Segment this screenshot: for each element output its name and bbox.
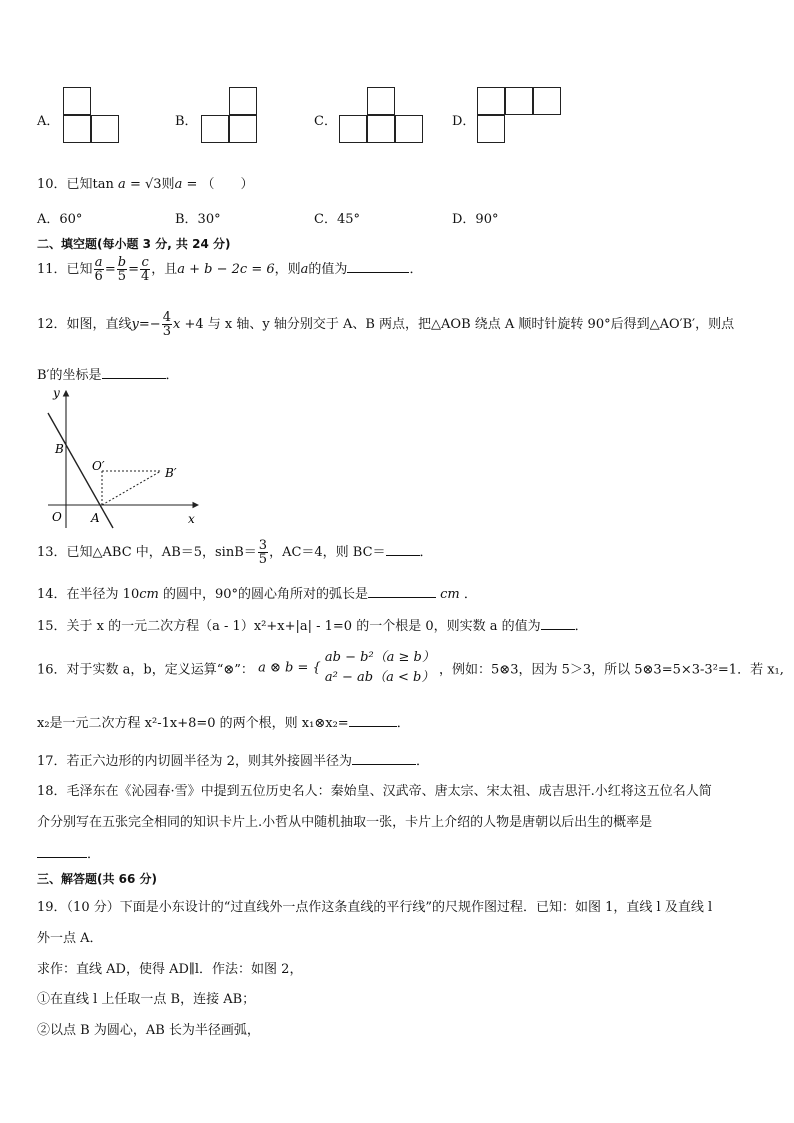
frac-num: 4 bbox=[162, 310, 171, 325]
answer-blank[interactable] bbox=[541, 617, 575, 630]
question-19-line3: 求作：直线 AD，使得 AD∥l．作法：如图 2， bbox=[37, 962, 303, 977]
q16-post: ，例如：5⊗3，因为 5＞3，所以 5⊗3=5×3-3²=1．若 x₁, bbox=[439, 662, 784, 678]
q13-tail: ． bbox=[419, 545, 433, 560]
point-b1-label: B′ bbox=[165, 466, 177, 480]
question-18-line3 bbox=[37, 843, 100, 862]
option-c-label: C． bbox=[314, 114, 337, 129]
q18-tail: ． bbox=[87, 847, 101, 862]
question-16 bbox=[37, 648, 784, 688]
net-square bbox=[477, 87, 505, 115]
net-square bbox=[477, 115, 505, 143]
q10-stem: 10．已知 bbox=[37, 177, 93, 192]
point-b-label: B bbox=[55, 442, 64, 456]
frac-num: c bbox=[141, 255, 149, 270]
frac-num: b bbox=[117, 255, 127, 270]
tan-text: tan bbox=[92, 177, 114, 192]
q16-cases bbox=[325, 648, 435, 688]
q11-pre: 11．已知 bbox=[37, 262, 93, 277]
answer-blank[interactable] bbox=[37, 845, 87, 858]
net-figure-d bbox=[477, 87, 567, 145]
q16-pre: 16．对于实数 a，b，定义运算“⊗”： bbox=[37, 662, 254, 678]
question-16-line2 bbox=[37, 712, 410, 731]
q10-option-a: A．60° bbox=[37, 212, 83, 227]
q14-unit1: cm bbox=[139, 587, 159, 602]
q14-unit2: cm bbox=[440, 587, 460, 602]
q11-end: 的值为 bbox=[308, 262, 348, 277]
net-square bbox=[229, 87, 257, 115]
q15-text: 15．关于 x 的一元二次方程（a - 1）x²+x+|a| - 1=0 的一个根是 0，则实数 a 的值为 bbox=[37, 619, 541, 634]
q12-line2-pre: B′的坐标是 bbox=[37, 368, 102, 383]
question-12 bbox=[37, 311, 734, 338]
q13-pre: 13．已知△ABC 中，AB＝5，sinB＝ bbox=[37, 545, 257, 560]
net-square bbox=[505, 87, 533, 115]
q10-option-d: D．90° bbox=[452, 212, 499, 227]
question-15 bbox=[37, 615, 588, 634]
option-d-label: D． bbox=[452, 114, 476, 129]
alpha-symbol: a bbox=[118, 177, 126, 192]
fraction-b-5 bbox=[117, 256, 127, 283]
net-square bbox=[533, 87, 561, 115]
net-square bbox=[367, 87, 395, 115]
q10-option-b: B．30° bbox=[175, 212, 221, 227]
section-3-heading: 三、解答题(共 66 分) bbox=[37, 872, 158, 886]
frac-den: 5 bbox=[117, 269, 127, 284]
question-19-line1: 19．（10 分）下面是小东设计的“过直线外一点作这条直线的平行线”的尺规作图过程．已知：如图 1，直线 l 及直线 l bbox=[37, 900, 713, 915]
q11-expression: a + b − 2c = 6 bbox=[177, 262, 275, 277]
q16-def-lhs: a ⊗ b = { bbox=[258, 660, 321, 676]
question-14 bbox=[37, 583, 477, 602]
question-19-line4: ①在直线 l 上任取一点 B，连接 AB； bbox=[37, 992, 256, 1007]
segment-ab1 bbox=[102, 471, 161, 505]
net-square bbox=[63, 115, 91, 143]
q14-mid: 的圆中，90°的圆心角所对的弧长是 bbox=[158, 587, 369, 602]
y-axis-label: y bbox=[53, 386, 60, 400]
q11-var: a bbox=[300, 262, 309, 277]
question-17 bbox=[37, 750, 429, 769]
q16-case1: ab − b²（a ≥ b） bbox=[324, 650, 435, 665]
answer-blank[interactable] bbox=[349, 714, 397, 727]
question-10 bbox=[37, 173, 254, 192]
q16-tail: ． bbox=[396, 716, 410, 731]
q12-rest: +4 与 x 轴、y 轴分别交于 A、B 两点，把△AOB 绕点 A 顺时针旋转 90°后得到△AO′B′，则点 bbox=[180, 317, 735, 332]
question-13 bbox=[37, 539, 433, 566]
q11-mid: ，且 bbox=[151, 262, 178, 277]
option-a-label: A． bbox=[37, 114, 60, 129]
net-square bbox=[201, 115, 229, 143]
then-text: 则 bbox=[161, 177, 175, 192]
q14-tail: ． bbox=[463, 587, 477, 602]
question-11: 11．已知 $\frac{a}{6}$ = $\frac{b}{5}$ = $\frac{c}{4}$ ，且a + b − 2c = 6，则a的值为 ． bbox=[37, 255, 423, 284]
coordinate-figure bbox=[38, 385, 208, 530]
q10-option-c: C．45° bbox=[314, 212, 360, 227]
question-18-line2: 介分别写在五张完全相同的知识卡片上.小哲从中随机抽取一张，卡片上介绍的人物是唐朝以后出生的概率是 bbox=[37, 815, 653, 830]
frac-den: 3 bbox=[162, 324, 171, 339]
q13-post: ，AC＝4，则 BC＝ bbox=[269, 545, 386, 560]
q15-tail: ． bbox=[574, 619, 588, 634]
equals-sign: = bbox=[125, 177, 145, 192]
q11-tail: ． bbox=[409, 262, 423, 277]
net-figure-a bbox=[63, 87, 123, 145]
frac-den: 4 bbox=[140, 269, 150, 284]
net-square bbox=[229, 115, 257, 143]
option-b-label: B． bbox=[175, 114, 198, 129]
q17-text: 17．若正六边形的内切圆半径为 2，则其外接圆半径为 bbox=[37, 754, 352, 769]
frac-num: 3 bbox=[258, 538, 268, 553]
q14-pre: 14．在半径为 10 bbox=[37, 587, 140, 602]
q16-line2: x₂是一元二次方程 x²-1x+8=0 的两个根，则 x₁⊗x₂= bbox=[37, 716, 349, 731]
frac-den: 5 bbox=[258, 552, 268, 567]
answer-blank[interactable] bbox=[368, 585, 436, 598]
q16-case2: a² − ab（a < b） bbox=[324, 670, 435, 685]
answer-blank[interactable] bbox=[386, 543, 420, 556]
q12-line2-tail: ． bbox=[165, 368, 179, 383]
question-19-line2: 外一点 A． bbox=[37, 931, 103, 946]
frac-den: 6 bbox=[94, 269, 103, 284]
answer-blank[interactable] bbox=[347, 260, 409, 273]
fraction-c-4 bbox=[140, 256, 150, 283]
point-o1-label: O′ bbox=[92, 459, 105, 473]
answer-blank[interactable] bbox=[352, 752, 416, 765]
section-2-heading: 二、填空题(每小题 3 分, 共 24 分) bbox=[37, 237, 231, 251]
question-19-line5: ②以点 B 为圆心，AB 长为半径画弧， bbox=[37, 1023, 260, 1038]
net-square bbox=[339, 115, 367, 143]
q12-eq: =− bbox=[138, 317, 161, 332]
net-figure-b bbox=[200, 87, 260, 145]
sqrt3-text: √3 bbox=[144, 177, 162, 192]
alpha-symbol: a bbox=[174, 177, 183, 192]
point-a-label: A bbox=[91, 511, 100, 525]
q10-tail: = （ ） bbox=[182, 177, 254, 192]
frac-num: a bbox=[94, 255, 103, 270]
net-square bbox=[63, 87, 91, 115]
fraction-4-3 bbox=[162, 311, 172, 338]
q12-pre: 12．如图，直线 bbox=[37, 317, 132, 332]
q12-y: y bbox=[131, 317, 139, 332]
q17-tail: ． bbox=[415, 754, 429, 769]
origin-label: O bbox=[52, 510, 62, 524]
fraction-3-5 bbox=[258, 539, 268, 566]
answer-blank[interactable] bbox=[102, 366, 166, 379]
net-square bbox=[395, 115, 423, 143]
x-axis-label: x bbox=[188, 512, 195, 526]
fraction-a-6 bbox=[94, 256, 104, 283]
q12-x: x bbox=[172, 317, 181, 332]
net-square bbox=[91, 115, 119, 143]
question-12-line2 bbox=[37, 364, 179, 383]
net-figure-c bbox=[339, 87, 429, 145]
question-18-line1: 18．毛泽东在《沁园春·雪》中提到五位历史名人：秦始皇、汉武帝、唐太宗、宋太祖、成吉思汗.小红将这五位名人简 bbox=[37, 784, 712, 799]
q11-post: ，则 bbox=[274, 262, 301, 277]
net-square bbox=[367, 115, 395, 143]
